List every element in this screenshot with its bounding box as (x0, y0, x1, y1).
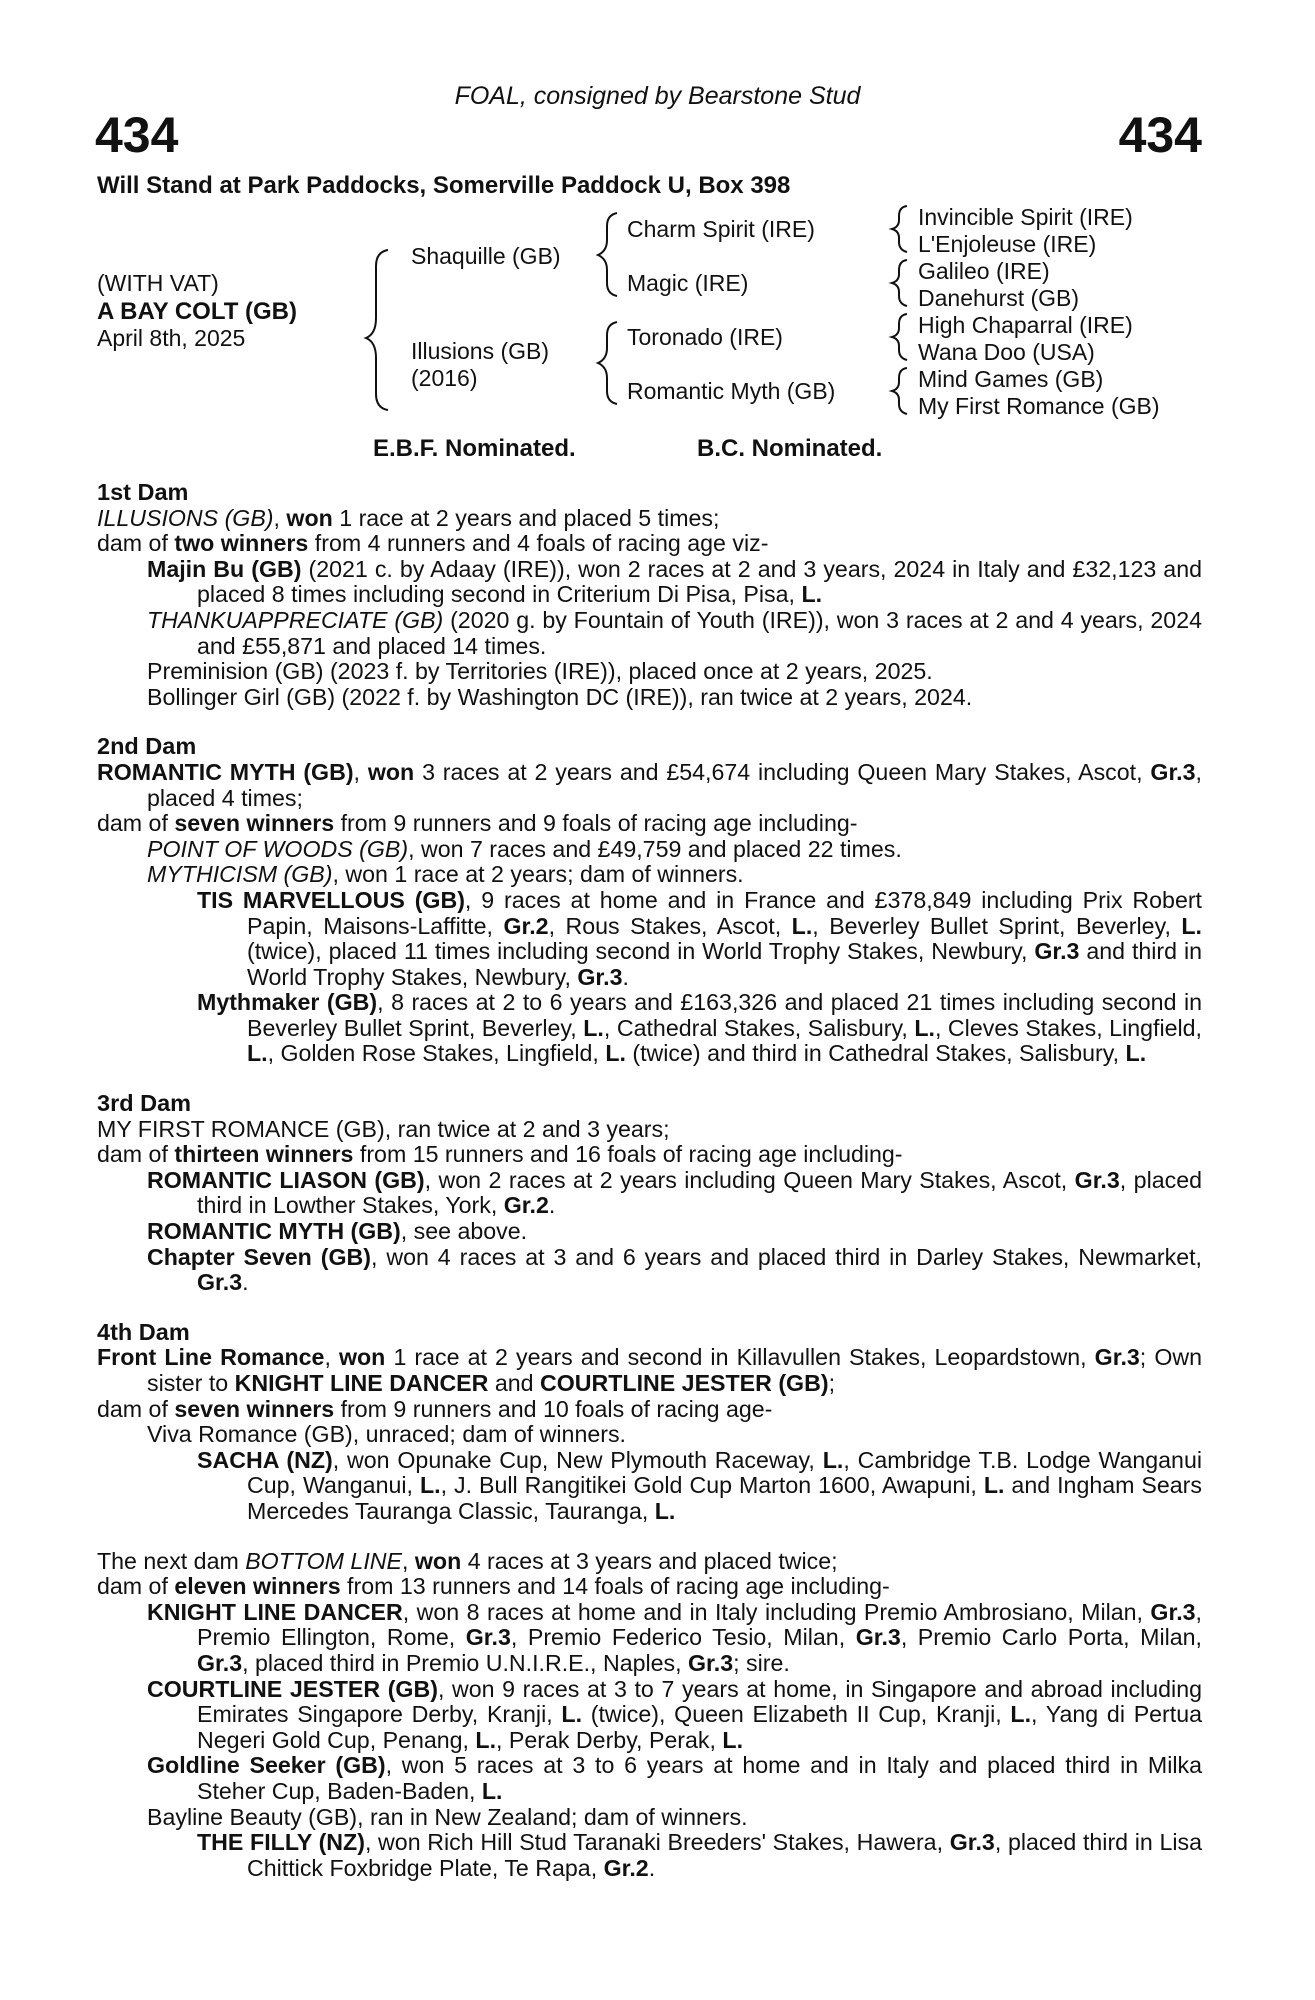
fourth-dam-record: Front Line Romance, won 1 race at 2 years and second in Killavullen Stakes, Leopardstown, Gr.3; Own sister to KNIGHT LINE DANCER and COURTLINE JESTER (GB); (97, 1344, 1203, 1396)
pedigree-sire: Shaquille (GB) (411, 243, 561, 269)
pedigree-dam-sire: Toronado (IRE) (627, 324, 783, 350)
list-item: Mythmaker (GB), 8 races at 2 to 6 years and £163,326 and placed 21 times including second in Beverley Bullet Sprint, Beverley, L., Cathedral Stakes, Salisbury, L., Cleves Stakes, Lingfield, L., Golden Rose Stakes, Lingfield, L. (twice) and third in Cathedral Stakes, Salisbury, L. (197, 989, 1203, 1067)
pedigree-dam-year: (2016) (411, 365, 478, 391)
second-dam-produce: dam of seven winners from 9 runners and 9 foals of racing age including- (97, 810, 858, 837)
pedigree-sdd: Danehurst (GB) (918, 285, 1080, 311)
pedigree-dsd: Wana Doo (USA) (918, 339, 1095, 365)
list-item: Viva Romance (GB), unraced; dam of winners. (147, 1421, 626, 1448)
list-item: THE FILLY (NZ), won Rich Hill Stud Taranaki Breeders' Stakes, Hawera, Gr.3, placed third in Lisa Chittick Foxbridge Plate, Te Rapa, Gr.2. (197, 1829, 1202, 1881)
fourth-dam-heading: 4th Dam (97, 1318, 190, 1345)
lot-number-left: 434 (95, 107, 179, 163)
vat-note: (WITH VAT) (97, 270, 219, 296)
consignment-line: FOAL, consigned by Bearstone Stud (454, 82, 861, 110)
pedigree-dam-dam: Romantic Myth (GB) (627, 378, 836, 404)
horse-name: A BAY COLT (GB) (97, 298, 298, 325)
list-item: KNIGHT LINE DANCER, won 8 races at home and in Italy including Premio Ambrosiano, Milan, Gr.3, Premio Ellington, Rome, Gr.3, Premio Federico Tesio, Milan, Gr.3, Premio Carlo Porta, Milan, Gr.3, placed third in Premio U.N.I.R.E., Naples, Gr.3; sire. (147, 1598, 1202, 1676)
third-dam-produce: dam of thirteen winners from 15 runners and 16 foals of racing age including- (97, 1141, 903, 1168)
list-item: POINT OF WOODS (GB), won 7 races and £49,759 and placed 22 times. (147, 835, 902, 862)
pedigree-sire-sire: Charm Spirit (IRE) (627, 216, 815, 242)
first-dam-record: ILLUSIONS (GB), won 1 race at 2 years and placed 5 times; (97, 504, 720, 531)
list-item: SACHA (NZ), won Opunake Cup, New Plymouth Raceway, L., Cambridge T.B. Lodge Wanganui Cup, Wanganui, L., J. Bull Rangitikei Gold Cup Marton 1600, Awapuni, L. and Ingham Sears Mercedes Tauranga Classic, Tauranga, L. (197, 1446, 1203, 1524)
foaling-date: April 8th, 2025 (97, 325, 246, 351)
first-dam-heading: 1st Dam (97, 479, 189, 505)
first-dam-produce: dam of two winners from 4 runners and 4 foals of racing age viz- (97, 530, 769, 557)
ebf-nomination: E.B.F. Nominated. (373, 435, 576, 462)
list-item: COURTLINE JESTER (GB), won 9 races at 3 to 7 years at home, in Singapore and abroad including Emirates Singapore Derby, Kranji, L. (twice), Queen Elizabeth II Cup, Kranji, L., Yang di Pertua Negeri Gold Cup, Penang, L., Perak Derby, Perak, L. (147, 1675, 1203, 1753)
list-item: Preminision (GB) (2023 f. by Territories (IRE)), placed once at 2 years, 2025. (147, 658, 933, 685)
pedigree-dds: Mind Games (GB) (918, 366, 1104, 392)
third-dam-heading: 3rd Dam (97, 1090, 192, 1117)
list-item: Majin Bu (GB) (2021 c. by Adaay (IRE)), won 2 races at 2 and 3 years, 2024 in Italy and £32,123 and placed 8 times including second in Criterium Di Pisa, Pisa, L. (147, 555, 1202, 608)
pedigree-ddd: My First Romance (GB) (918, 393, 1160, 419)
list-item: Chapter Seven (GB), won 4 races at 3 and 6 years and placed third in Darley Stakes, Newmarket, Gr.3. (147, 1243, 1202, 1296)
pedigree-sss: Invincible Spirit (IRE) (918, 204, 1133, 230)
list-item: ROMANTIC MYTH (GB), see above. (147, 1218, 528, 1245)
second-dam-section (97, 734, 1202, 1067)
fourth-dam-produce: dam of seven winners from 9 runners and 10 foals of racing age- (97, 1395, 773, 1422)
list-item: Bayline Beauty (GB), ran in New Zealand; dam of winners. (147, 1803, 748, 1830)
lot-number-right: 434 (1118, 107, 1202, 163)
pedigree-sire-dam: Magic (IRE) (627, 270, 749, 296)
stand-location: Will Stand at Park Paddocks, Somerville Paddock U, Box 398 (97, 172, 791, 199)
list-item: Goldline Seeker (GB), won 5 races at 3 to 6 years at home and in Italy and placed third in Milka Steher Cup, Baden-Baden, L. (147, 1752, 1202, 1804)
pedigree-sds: Galileo (IRE) (918, 258, 1050, 284)
first-dam-section (97, 480, 1202, 710)
second-dam-heading: 2nd Dam (97, 733, 197, 760)
list-item: MYTHICISM (GB), won 1 race at 2 years; dam of winners. (147, 861, 744, 888)
next-dam-section (97, 1549, 1202, 1882)
list-item: THANKUAPPRECIATE (GB) (2020 g. by Fountain of Youth (IRE)), won 3 races at 2 and 4 years, 2024 and £55,871 and placed 14 times. (147, 606, 1202, 659)
list-item: ROMANTIC LIASON (GB), won 2 races at 2 years including Queen Mary Stakes, Ascot, Gr.3, placed third in Lowther Stakes, York, Gr.2. (147, 1166, 1202, 1219)
second-dam-record: ROMANTIC MYTH (GB), won 3 races at 2 years and £54,674 including Queen Mary Stakes, Ascot, Gr.3, placed 4 times; (97, 758, 1202, 811)
list-item: TIS MARVELLOUS (GB), 9 races at home and in France and £378,849 including Prix Robert Papin, Maisons-Laffitte, Gr.2, Rous Stakes, Ascot, L., Beverley Bullet Sprint, Beverley, L. (twice), placed 11 times including second in World Trophy Stakes, Newbury, Gr.3 and third in World Trophy Stakes, Newbury, Gr.3. (197, 886, 1203, 990)
pedigree-dam: Illusions (GB) (411, 338, 550, 364)
third-dam-record: MY FIRST ROMANCE (GB), ran twice at 2 and 3 years; (97, 1115, 670, 1142)
list-item: Bollinger Girl (GB) (2022 f. by Washington DC (IRE)), ran twice at 2 years, 2024. (147, 683, 973, 710)
pedigree-ssd: L'Enjoleuse (IRE) (918, 231, 1097, 257)
fourth-dam-section (97, 1320, 1202, 1525)
next-dam-produce: dam of eleven winners from 13 runners and 14 foals of racing age including- (97, 1573, 890, 1600)
bc-nomination: B.C. Nominated. (697, 435, 883, 462)
next-dam-record: The next dam BOTTOM LINE, won 4 races at 3 years and placed twice; (97, 1547, 838, 1574)
pedigree-dss: High Chaparral (IRE) (918, 312, 1133, 338)
catalogue-body (97, 480, 1202, 1905)
third-dam-section (97, 1091, 1202, 1296)
